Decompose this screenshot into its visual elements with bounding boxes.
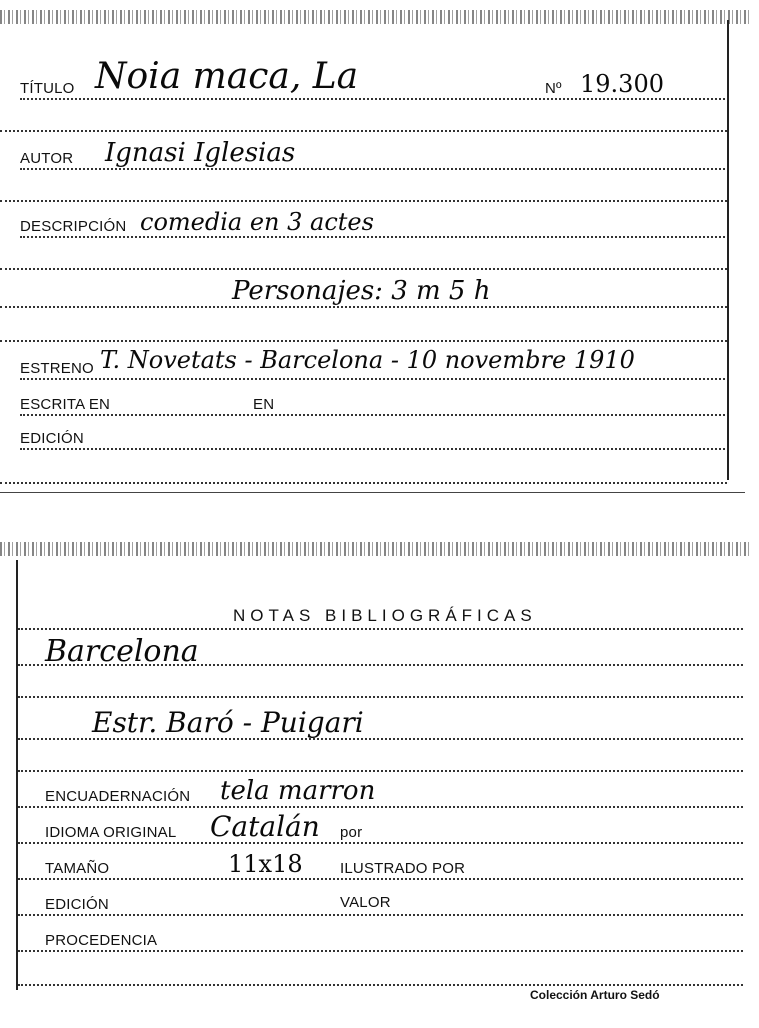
rule-6 [0, 482, 727, 484]
idioma-label: IDIOMA ORIGINAL [45, 824, 177, 841]
rule-idioma [18, 842, 743, 844]
descripcion-label: DESCRIPCIÓN [20, 218, 127, 235]
descripcion-value: comedia en 3 actes [140, 208, 374, 236]
autor-value: Ignasi Iglesias [105, 138, 296, 168]
rule-procedencia [18, 950, 743, 952]
tamano-label: TAMAÑO [45, 860, 110, 877]
por-label: por [340, 824, 363, 841]
estreno-label: ESTRENO [20, 360, 94, 377]
rule-1 [0, 130, 727, 132]
notas-heading: NOTAS BIBLIOGRÁFICAS [233, 606, 537, 625]
encuadernacion-value: tela marron [220, 776, 376, 806]
ilustrado-label: ILUSTRADO POR [340, 860, 466, 877]
catalog-card-back [0, 530, 759, 1028]
rule-3 [0, 268, 727, 270]
rule-notes-2 [18, 696, 743, 698]
rule-notes-4 [18, 770, 743, 772]
en-label: EN [253, 396, 275, 413]
card-left-border [16, 560, 18, 990]
tamano-value: 11x18 [228, 850, 303, 878]
card-top-edge-back [0, 542, 750, 556]
encuadernacion-label: ENCUADERNACIÓN [45, 788, 191, 805]
valor-label: VALOR [340, 894, 391, 911]
notes-line-1: Barcelona [45, 634, 199, 669]
edicion-label-back: EDICIÓN [45, 896, 109, 913]
rule-edicion [20, 448, 725, 450]
collection-credit: Colección Arturo Sedó [530, 988, 660, 1002]
card-separator [0, 492, 745, 493]
rule-notes-1 [18, 664, 743, 666]
catalog-card-front [0, 0, 759, 500]
procedencia-label: PROCEDENCIA [45, 932, 158, 949]
rule-edicion-back [18, 914, 743, 916]
rule-encuadernacion [18, 806, 743, 808]
idioma-value: Catalán [210, 810, 320, 843]
card-right-border [727, 20, 729, 480]
numero-value: 19.300 [580, 70, 664, 98]
personajes-value: Personajes: 3 m 5 h [232, 276, 491, 306]
rule-tamano [18, 878, 743, 880]
notes-line-2: Estr. Baró - Puigari [92, 706, 364, 739]
rule-descripcion [20, 236, 725, 238]
rule-estreno [20, 378, 725, 380]
escrita-en-label: ESCRITA EN [20, 396, 111, 413]
autor-label: AUTOR [20, 150, 74, 167]
numero-label: Nº [545, 80, 562, 97]
rule-notes-3 [18, 738, 743, 740]
titulo-value: Noia maca, La [95, 56, 359, 97]
rule-4 [0, 306, 727, 308]
rule-autor [20, 168, 725, 170]
rule-heading [18, 628, 743, 630]
titulo-label: TÍTULO [20, 80, 75, 97]
rule-2 [0, 200, 727, 202]
rule-titulo [20, 98, 725, 100]
card-top-edge [0, 10, 750, 24]
estreno-value: T. Novetats - Barcelona - 10 novembre 1910 [100, 346, 635, 374]
rule-bottom [18, 984, 743, 986]
rule-escrita [20, 414, 725, 416]
edicion-label-front: EDICIÓN [20, 430, 84, 447]
rule-5 [0, 340, 727, 342]
